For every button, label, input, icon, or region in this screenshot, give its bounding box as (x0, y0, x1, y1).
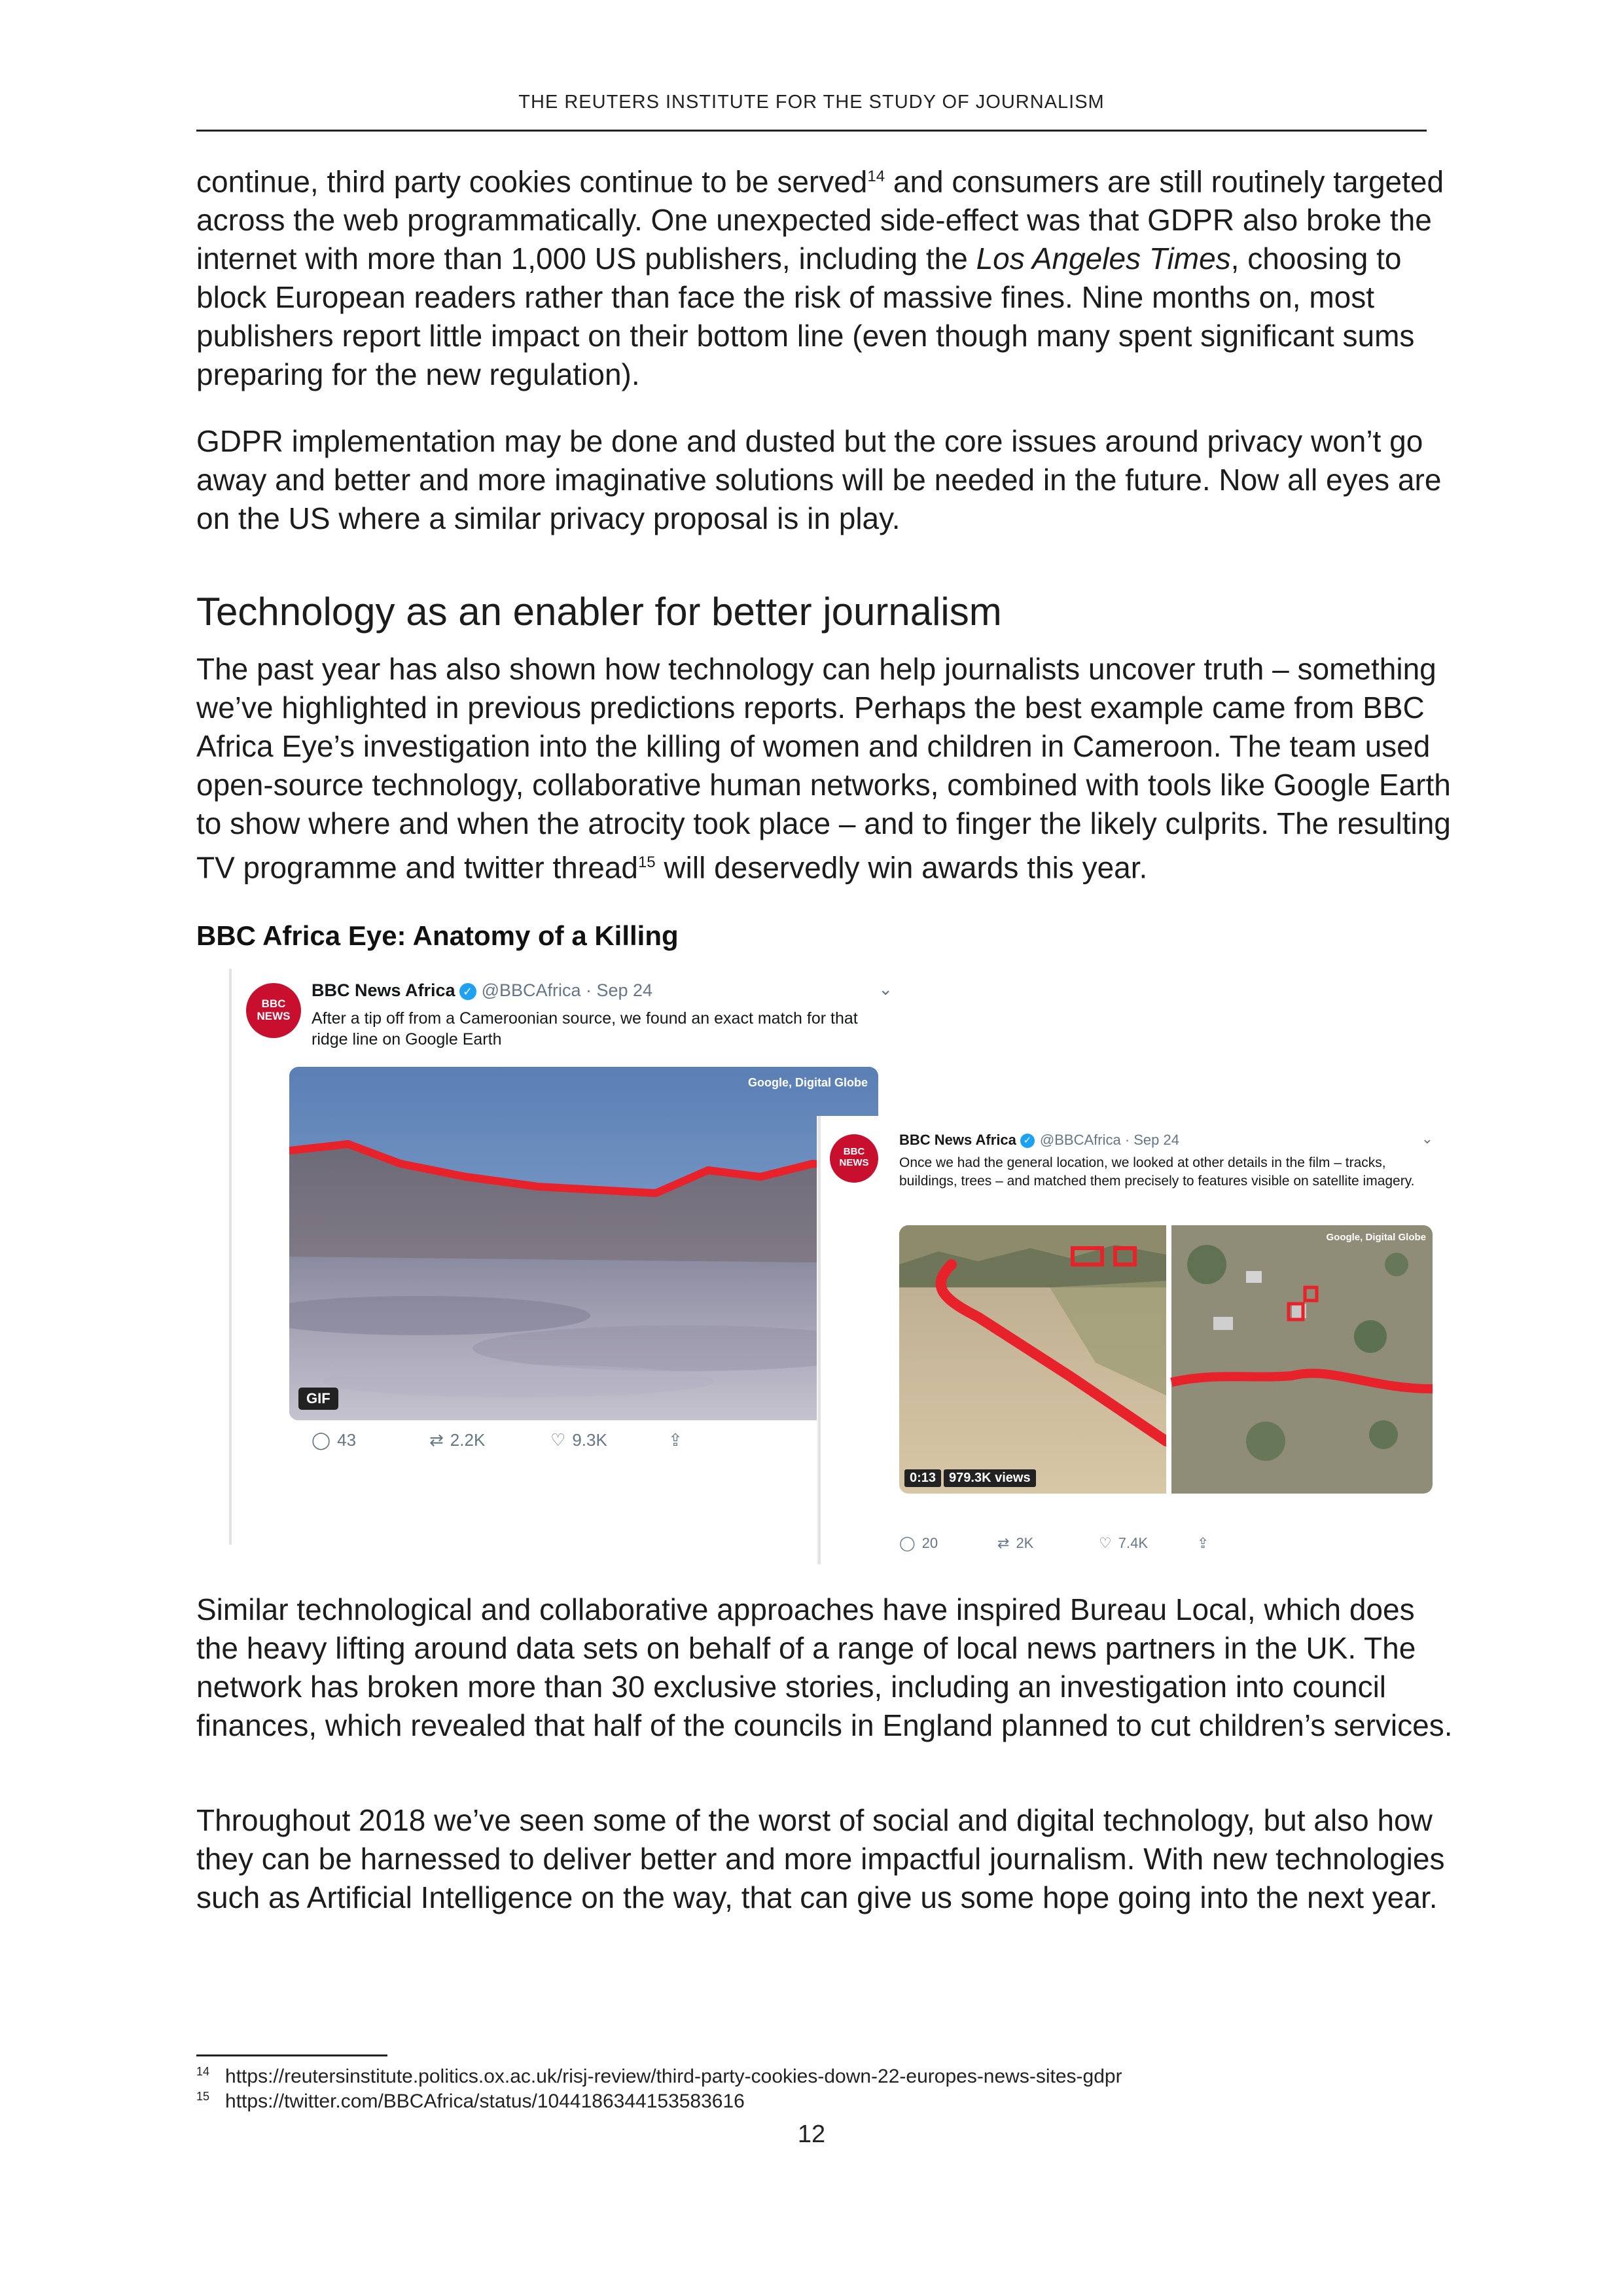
paragraph-2: GDPR implementation may be done and dusted but the core issues around privacy won’t go away and better and more imaginative solutions will be needed in the future. Now all eyes are on the US where a similar privacy proposal is in play. (196, 424, 1442, 535)
share-button[interactable] (1197, 1535, 1209, 1552)
header-rule (196, 130, 1427, 132)
footnote-15: $^{15}$ https://twitter.com/BBCAfrica/status/1044186344153583616 (196, 2090, 745, 2112)
paragraph-5: Throughout 2018 we’ve seen some of the worst of social and digital technology, but also how they can be harnessed to deliver better and more impactful journalism. With new technologies such as Artificial Intelligence on the way, that can give us some hope going into the next year. (196, 1803, 1445, 1914)
paragraph-3: The past year has also shown how technology can help journalists uncover truth – something we’ve highlighted in previous predictions reports. Perhaps the best example came from BBC Africa Eye’s investigation into the killing of women and children in Cameroon. The team used open-source technology, collaborative human networks, combined with tools like Google Earth to show where and when the atrocity took place – and to finger the likely culprits. The resulting TV programme and twitter thread$^{15}$ will deservedly win awards this year. (196, 652, 1451, 885)
tweet-card-1[interactable] (229, 969, 906, 1545)
like-button[interactable]: ♡ 7.4K (1099, 1535, 1148, 1551)
retweet-button[interactable]: ⇄ 2.2K (429, 1430, 486, 1450)
gif-badge: GIF (298, 1388, 338, 1410)
running-header: THE REUTERS INSTITUTE FOR THE STUDY OF JOURNALISM (518, 92, 1105, 113)
ridge-landscape-image (289, 1067, 878, 1420)
video-duration-badge: 0:13 979.3K views (904, 1469, 1036, 1487)
section-heading: Technology as an enabler for better journalism (196, 590, 1002, 634)
share-icon: ⇪ (1197, 1535, 1209, 1551)
tweet-gif-media[interactable] (289, 1067, 878, 1420)
like-button[interactable]: ♡ 9.3K (550, 1430, 607, 1450)
bbc-news-avatar[interactable]: BBC NEWS (830, 1134, 878, 1183)
reply-button[interactable]: ◯ 43 (312, 1430, 357, 1450)
tweet-video-media[interactable] (899, 1225, 1433, 1494)
reply-icon: ◯ (899, 1535, 916, 1551)
paragraph-4: Similar technological and collaborative approaches have inspired Bureau Local, which does the heavy lifting around data sets on behalf of a range of local news partners in the UK. The network has broken more than 30 exclusive stories, including an investigation into council finances, which revealed that half of the councils in England planned to cut children’s services. (196, 1592, 1453, 1742)
footnote-ref-14[interactable]: 14 (867, 168, 885, 185)
footnote-link[interactable]: https://reutersinstitute.politics.ox.ac.uk/risj-review/third-party-cookies-down-22-europes-news-sites-gdpr (225, 2066, 1122, 2087)
retweet-icon: ⇄ (997, 1535, 1010, 1551)
footnote-link[interactable]: https://twitter.com/BBCAfrica/status/1044186344153583616 (225, 2090, 745, 2112)
retweet-button[interactable]: ⇄ 2K (997, 1535, 1034, 1551)
heart-icon: ♡ (1099, 1535, 1112, 1551)
footnote-ref-15[interactable]: 15 (637, 853, 656, 871)
verified-icon: ✓ (1020, 1134, 1035, 1148)
chevron-down-icon[interactable]: ⌄ (1421, 1130, 1433, 1147)
page-number: 12 (797, 2121, 826, 2148)
reply-icon: ◯ (312, 1430, 331, 1450)
tweet-card-2[interactable] (818, 1116, 1449, 1564)
verified-icon: ✓ (459, 983, 476, 1000)
tweet-text: Once we had the general location, we looked at other details in the film – tracks, buildings, trees – and matched them precisely to features visible on satellite imagery. (899, 1155, 1415, 1189)
figure-caption: BBC Africa Eye: Anatomy of a Killing (196, 920, 679, 951)
tweet-author[interactable]: BBC News Africa ✓ @BBCAfrica · Sep 24 (899, 1132, 1179, 1148)
image-credit: Google, Digital Globe (1326, 1232, 1426, 1243)
reply-button[interactable]: ◯ 20 (899, 1535, 938, 1551)
bbc-news-avatar[interactable]: BBC NEWS (246, 983, 301, 1038)
heart-icon: ♡ (550, 1430, 566, 1450)
tweet-author[interactable]: BBC News Africa ✓ @BBCAfrica · Sep 24 (312, 980, 653, 1000)
footnote-14: $^{14}$ https://reutersinstitute.politics.ox.ac.uk/risj-review/third-party-cookies-down-22-europes-news-sites-gdpr (196, 2065, 1122, 2087)
tweet-actions (312, 1430, 683, 1450)
share-button[interactable] (668, 1430, 683, 1450)
tweet-text: After a tip off from a Cameroonian source, we found an exact match for that ridge line on Google Earth (312, 1009, 858, 1049)
chevron-down-icon[interactable]: ⌄ (878, 979, 893, 999)
tweet-actions (899, 1535, 1209, 1552)
image-credit: Google, Digital Globe (747, 1076, 868, 1089)
footnote-rule (196, 2054, 387, 2056)
share-icon: ⇪ (668, 1430, 683, 1450)
paragraph-1: continue, third party cookies continue to be served$^{14}$ and consumers are still routinely targeted across the web programmatically. One unexpected side-effect was that GDPR also broke the internet with more than 1,000 US publishers, including the Los Angeles Times, choosing to block European readers rather than face the risk of massive fines. Nine months on, most publishers report little impact on their bottom line (even though many spent significant sums preparing for the new regulation). (196, 164, 1444, 392)
retweet-icon: ⇄ (429, 1430, 444, 1450)
track-and-satellite-image (899, 1225, 1433, 1494)
